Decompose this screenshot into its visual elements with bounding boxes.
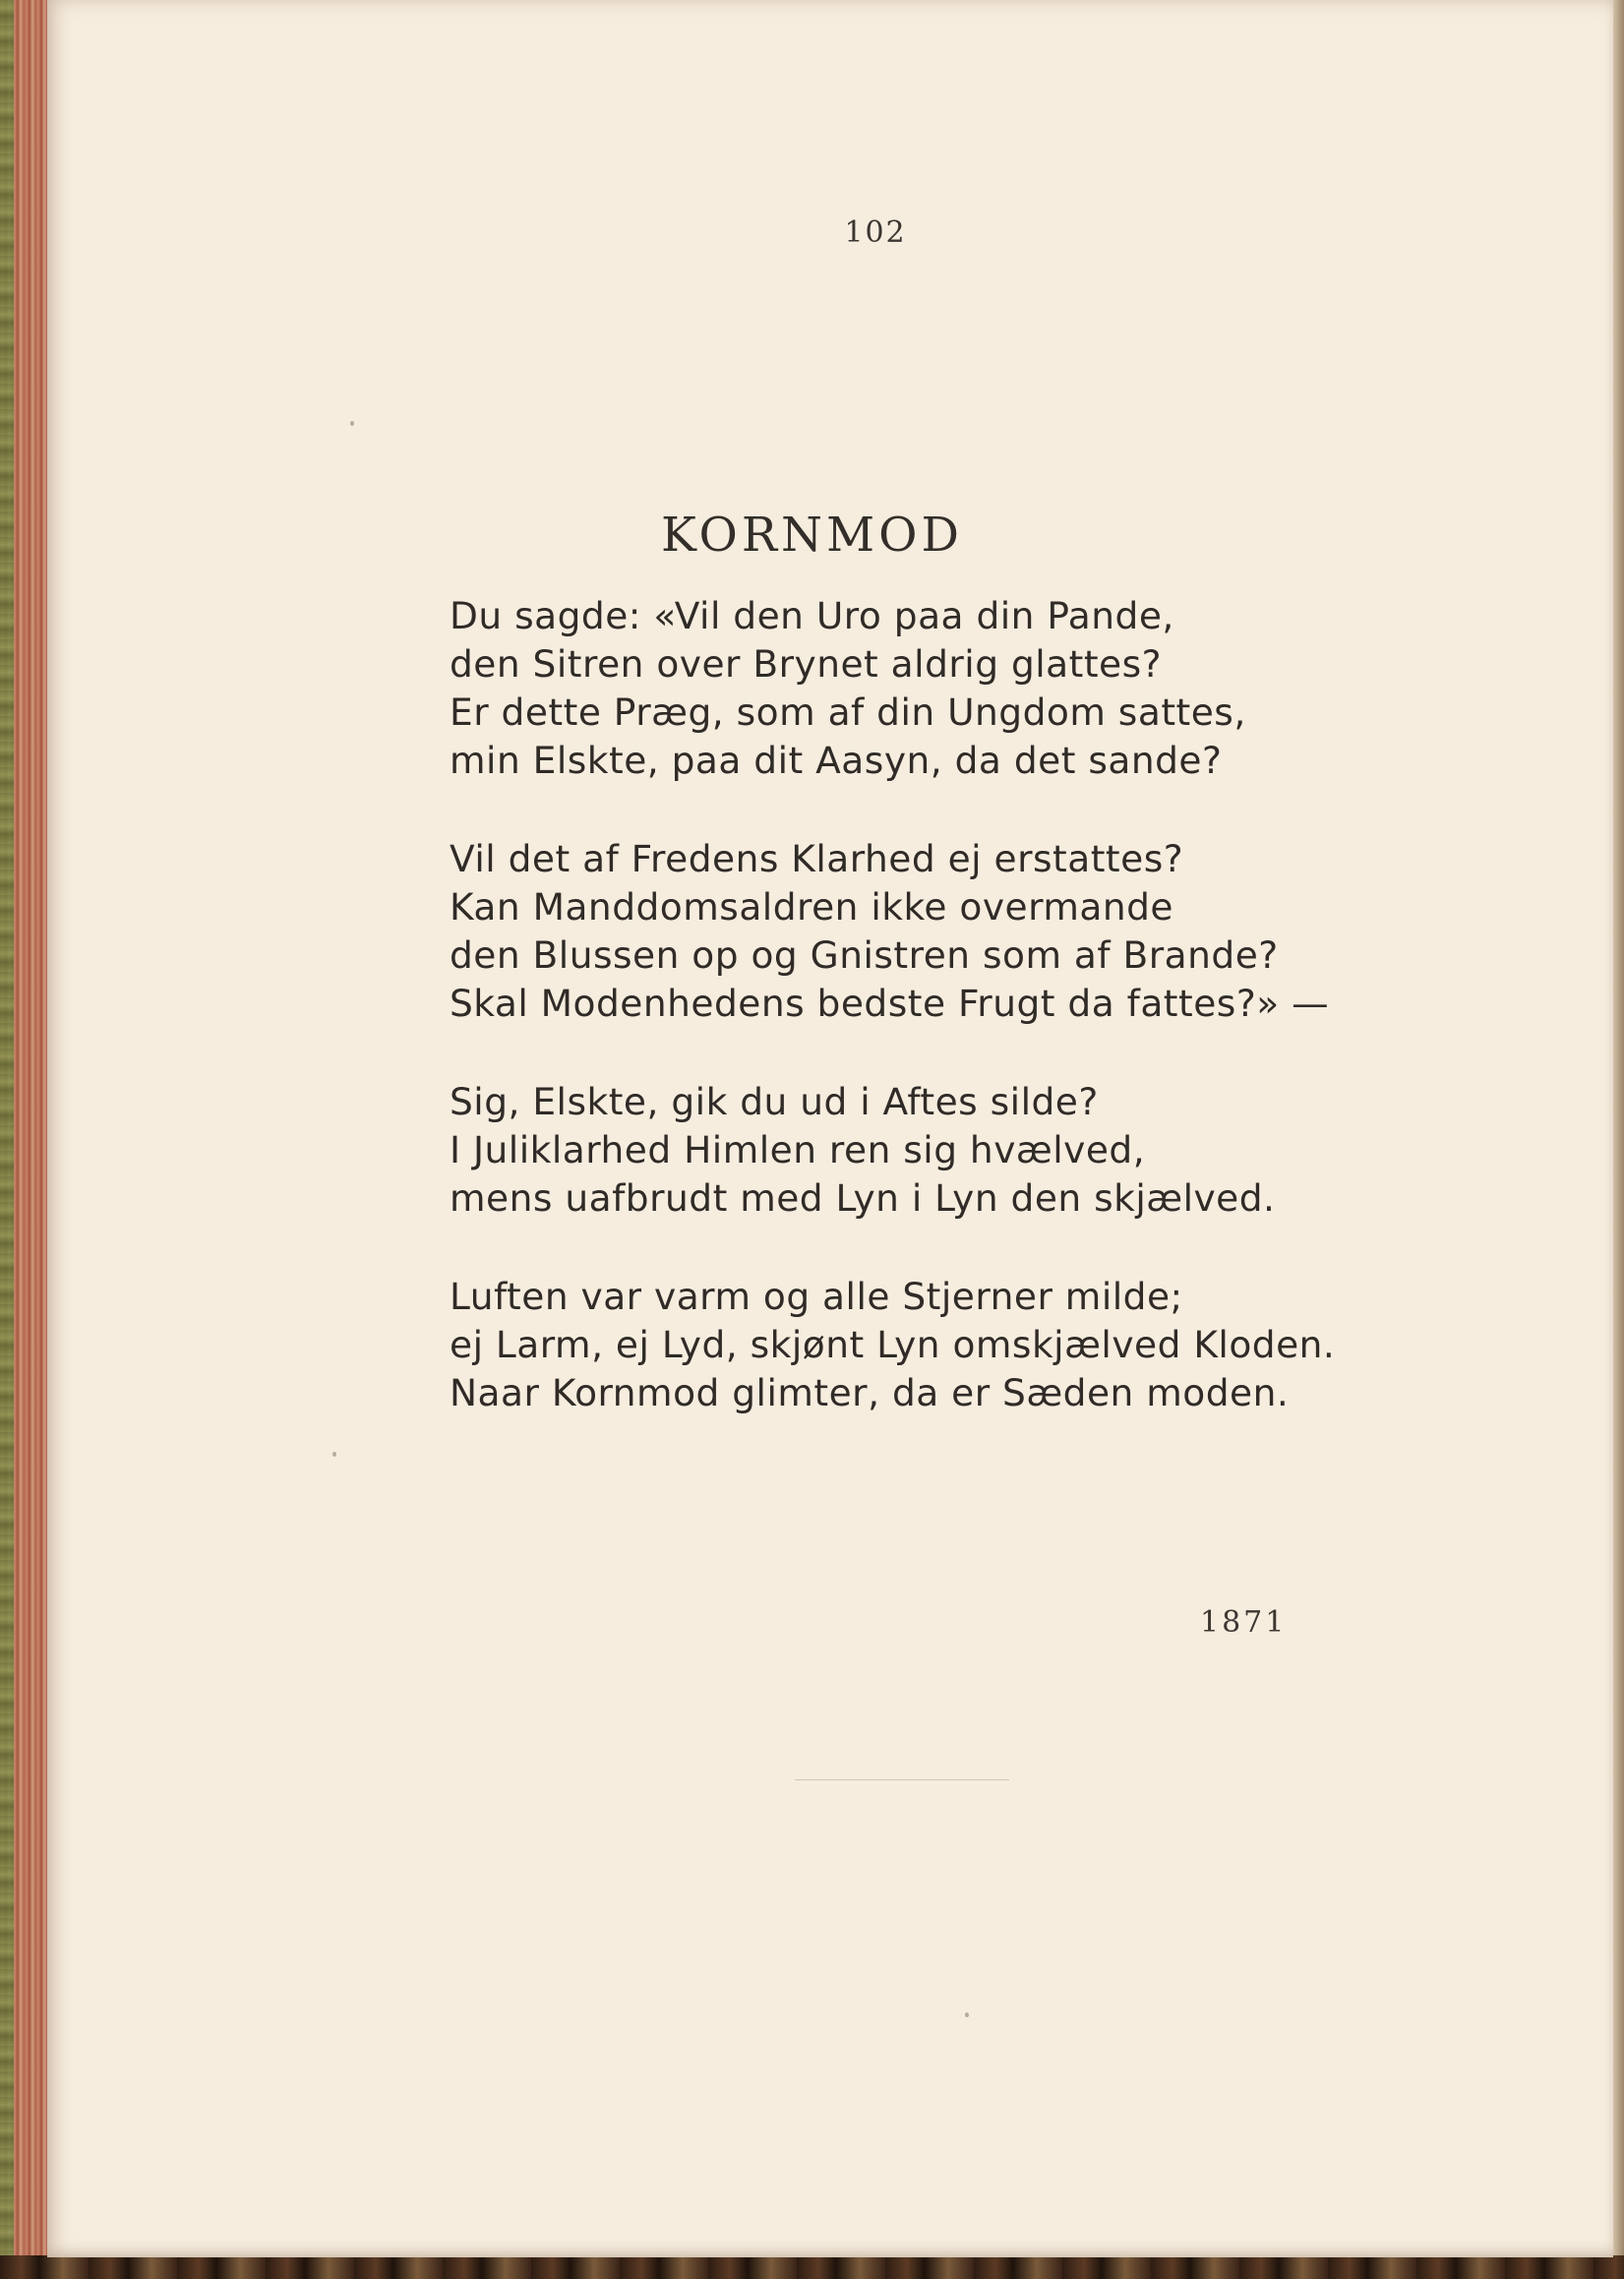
stanza	[450, 1273, 1492, 1417]
stanza	[450, 592, 1492, 785]
page-right-edge	[1612, 0, 1624, 2279]
poem-line: mens uafbrudt med Lyn i Lyn den skjælved.	[450, 1176, 1276, 1220]
poem-line: Skal Modenhedens bedste Frugt da fattes?» —	[450, 982, 1330, 1025]
poem-line: den Sitren over Brynet aldrig glattes?	[450, 642, 1163, 686]
poem-line: Vil det af Fredens Klarhed ej erstattes?	[450, 837, 1184, 880]
poem-line: I Juliklarhed Himlen ren sig hvælved,	[450, 1128, 1146, 1171]
poem-body	[450, 592, 1492, 1468]
poem-line: min Elskte, paa dit Aasyn, da det sande?	[450, 739, 1223, 782]
poem-line: Er dette Præg, som af din Ungdom sattes,	[450, 690, 1246, 734]
page-number: 102	[844, 215, 907, 250]
poem-title: KORNMOD	[660, 508, 964, 564]
paper-speck	[332, 1452, 336, 1457]
stanza	[450, 835, 1492, 1028]
poem-year: 1871	[1200, 1605, 1288, 1640]
poem-line: Luften var varm og alle Stjerner milde;	[450, 1275, 1183, 1318]
section-divider	[795, 1779, 1009, 1780]
binding-bottom-strip	[0, 2255, 1624, 2279]
poem-line: Sig, Elskte, gik du ud i Aftes silde?	[450, 1080, 1099, 1123]
poem-line: Naar Kornmod glimter, da er Sæden moden.	[450, 1371, 1290, 1414]
paper-speck	[350, 421, 354, 426]
poem-line: ej Larm, ej Lyd, skjønt Lyn omskjælved Kloden.	[450, 1323, 1336, 1366]
poem-line: Du sagde: «Vil den Uro paa din Pande,	[450, 594, 1174, 637]
poem-line: den Blussen op og Gnistren som af Brande?	[450, 933, 1279, 977]
paper-speck	[965, 2012, 969, 2017]
poem-line: Kan Manddomsaldren ikke overmande	[450, 885, 1173, 929]
stanza	[450, 1078, 1492, 1223]
